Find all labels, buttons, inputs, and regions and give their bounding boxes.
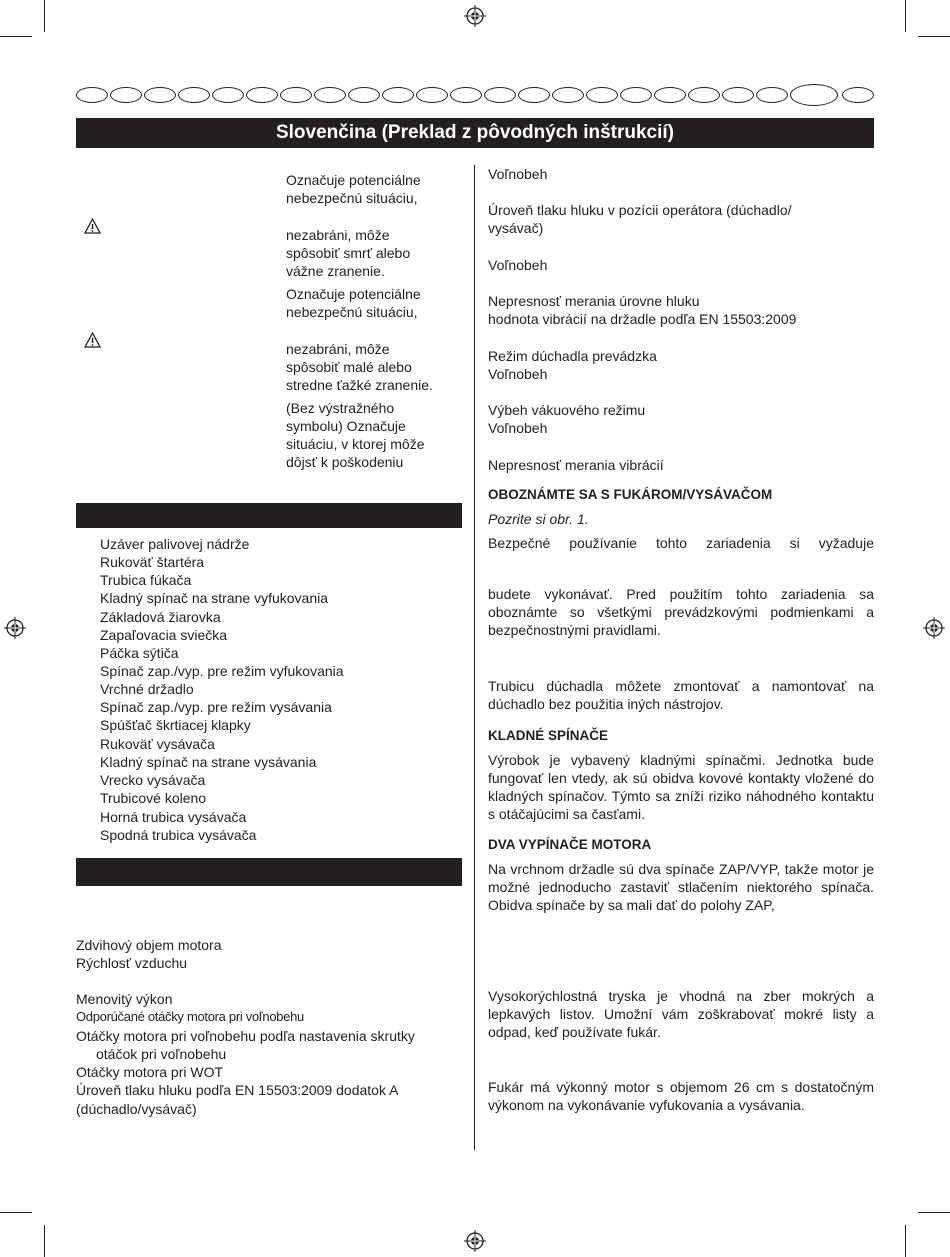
hazard-text: nebezpečnú situáciu, [286,190,418,206]
language-tab [416,87,448,103]
language-tab [144,87,176,103]
part-item: Uzáver palivovej nádrže [100,536,250,552]
crop-mark [905,0,906,32]
spec-label: otáčok pri voľnobehu [96,1046,227,1062]
spec-label: Výbeh vákuového režimu [488,402,646,418]
warning-triangle-icon [84,332,101,348]
registration-crosshair-icon [464,5,486,27]
spec-label: Zdvihový objem motora [76,937,222,953]
language-tab [382,87,414,103]
crop-mark [0,36,32,37]
language-tab [348,87,380,103]
crop-mark [918,1212,950,1213]
hazard-text: Označuje potenciálne [286,172,421,188]
spec-label: Voľnobeh [488,166,548,182]
section-heading: KLADNÉ SPÍNAČE [488,728,609,743]
hazard-text: stredne ťažké zranenie. [286,377,433,393]
spec-label: Odporúčané otáčky motora pri voľnobehu [76,1009,304,1024]
language-tab [110,87,142,103]
part-item: Základová žiarovka [100,609,221,625]
hazard-text: situáciu, v ktorej môže [286,436,425,452]
spec-label: Voľnobeh [488,366,548,382]
hazard-text: nezabráni, môže [286,341,390,357]
language-tab [586,87,618,103]
spec-label: hodnota vibrácií na držadle podľa EN 15503:2009 [488,311,797,327]
paragraph: Na vrchnom držadle sú dva spínače ZAP/VYP, takže motor je možné jednoducho zastaviť stlačením niektorého spínača. Obidva spínače by sa mali dať do polohy ZAP, [488,861,874,913]
hazard-text: symbolu) Označuje [286,418,406,434]
spec-label: Otáčky motora pri voľnobehu podľa nastavenia skrutky [76,1028,415,1044]
spec-label: Nepresnosť merania úrovne hluku [488,293,700,309]
language-tab [450,87,482,103]
spec-label: Nepresnosť merania vibrácií [488,457,664,473]
spec-label: Úroveň tlaku hluku podľa EN 15503:2009 dodatok A [76,1082,399,1098]
spec-label: (dúchadlo/vysávač) [76,1101,197,1117]
part-item: Vrecko vysávača [100,772,206,788]
spec-label: Rýchlosť vzduchu [76,955,188,971]
column-divider [474,165,475,1150]
page-title: Slovenčina (Preklad z pôvodných inštrukcií) [76,118,874,148]
language-tab [654,87,686,103]
section-bar-parts [76,503,462,528]
paragraph: Vysokorýchlostná tryska je vhodná na zber mokrých a lepkavých listov. Umožní vám zoškrabovať mokré listy a odpad, keď používate fukár. [488,988,874,1040]
part-item: Spodná trubica vysávača [100,827,257,843]
language-tab [484,87,516,103]
part-item: Zapaľovacia sviečka [100,627,228,643]
language-tab [620,87,652,103]
registration-crosshair-icon [923,617,945,639]
part-item: Spínač zap./vyp. pre režim vysávania [100,699,332,715]
warning-triangle-icon [84,218,101,234]
part-item: Kladný spínač na strane vysávania [100,754,317,770]
part-item: Páčka sýtiča [100,645,179,661]
hazard-text: spôsobiť smrť alebo [286,245,411,261]
paragraph: Fukár má výkonný motor s objemom 26 cm s dostatočným výkonom na vykonávanie vyfukovania a vysávania. [488,1079,874,1113]
part-item: Rukoväť štartéra [100,554,205,570]
language-tab [246,87,278,103]
registration-crosshair-icon [464,1230,486,1252]
paragraph: Bezpečné používanie tohto zariadenia si vyžaduje [488,535,874,551]
language-tab [688,87,720,103]
registration-crosshair-icon [4,617,26,639]
hazard-text: Označuje potenciálne [286,286,421,302]
hazard-text: nezabráni, môže [286,227,390,243]
part-item: Spúšťač škrtiacej klapky [100,717,251,733]
section-heading: OBOZNÁMTE SA S FUKÁROM/VYSÁVAČOM [488,487,773,502]
part-item: Vrchné držadlo [100,681,194,697]
part-item: Trubicové koleno [100,790,207,806]
paragraph: Trubicu dúchadla môžete zmontovať a namontovať na dúchadlo bez použitia iných nástrojov. [488,678,874,712]
language-tab [756,87,788,103]
spec-label: Voľnobeh [488,420,548,436]
section-bar-specs [76,858,462,886]
hazard-text: (Bez výstražného [286,400,395,416]
hazard-text: nebezpečnú situáciu, [286,304,418,320]
language-tab [212,87,244,103]
spec-label: vysávač) [488,220,544,236]
language-tabs [76,84,876,106]
spec-label: Režim dúchadla prevádzka [488,348,657,364]
hazard-text: dôjsť k poškodeniu [286,454,404,470]
language-tab-active [790,84,838,106]
section-heading: DVA VYPÍNAČE MOTORA [488,837,652,852]
language-tab [280,87,312,103]
spec-label: Úroveň tlaku hluku v pozícii operátora (dúchadlo/ [488,202,792,218]
crop-mark [44,1225,45,1257]
language-tab [722,87,754,103]
language-tab [314,87,346,103]
language-tab [178,87,210,103]
hazard-text: spôsobiť malé alebo [286,359,412,375]
part-item: Rukoväť vysávača [100,736,215,752]
crop-mark [44,0,45,32]
spec-label: Otáčky motora pri WOT [76,1064,224,1080]
crop-mark [918,36,950,37]
part-item: Spínač zap./vyp. pre režim vyfukovania [100,663,344,679]
figure-reference: Pozrite si obr. 1. [488,511,589,527]
spec-label: Voľnobeh [488,257,548,273]
language-tab [518,87,550,103]
part-item: Kladný spínač na strane vyfukovania [100,590,329,606]
language-tab [552,87,584,103]
language-tab [76,87,108,103]
paragraph: budete vykonávať. Pred použitím tohto zariadenia sa oboznámte so všetkými prevádzkovými podmienkami a bezpečnostnými pravidlami. [488,586,874,638]
spec-label: Menovitý výkon [76,991,173,1007]
paragraph: Výrobok je vybavený kladnými spínačmi. Jednotka bude fungovať len vtedy, ak sú obidva kovové kontakty vložené do kladných spínačov. Týmto sa zníži riziko náhodného kontaktu s otáčajúcimi sa časťami. [488,752,874,822]
crop-mark [0,1212,32,1213]
part-item: Trubica fúkača [100,572,192,588]
hazard-text: vážne zranenie. [286,263,385,279]
language-tab [842,87,874,103]
part-item: Horná trubica vysávača [100,809,247,825]
crop-mark [905,1225,906,1257]
